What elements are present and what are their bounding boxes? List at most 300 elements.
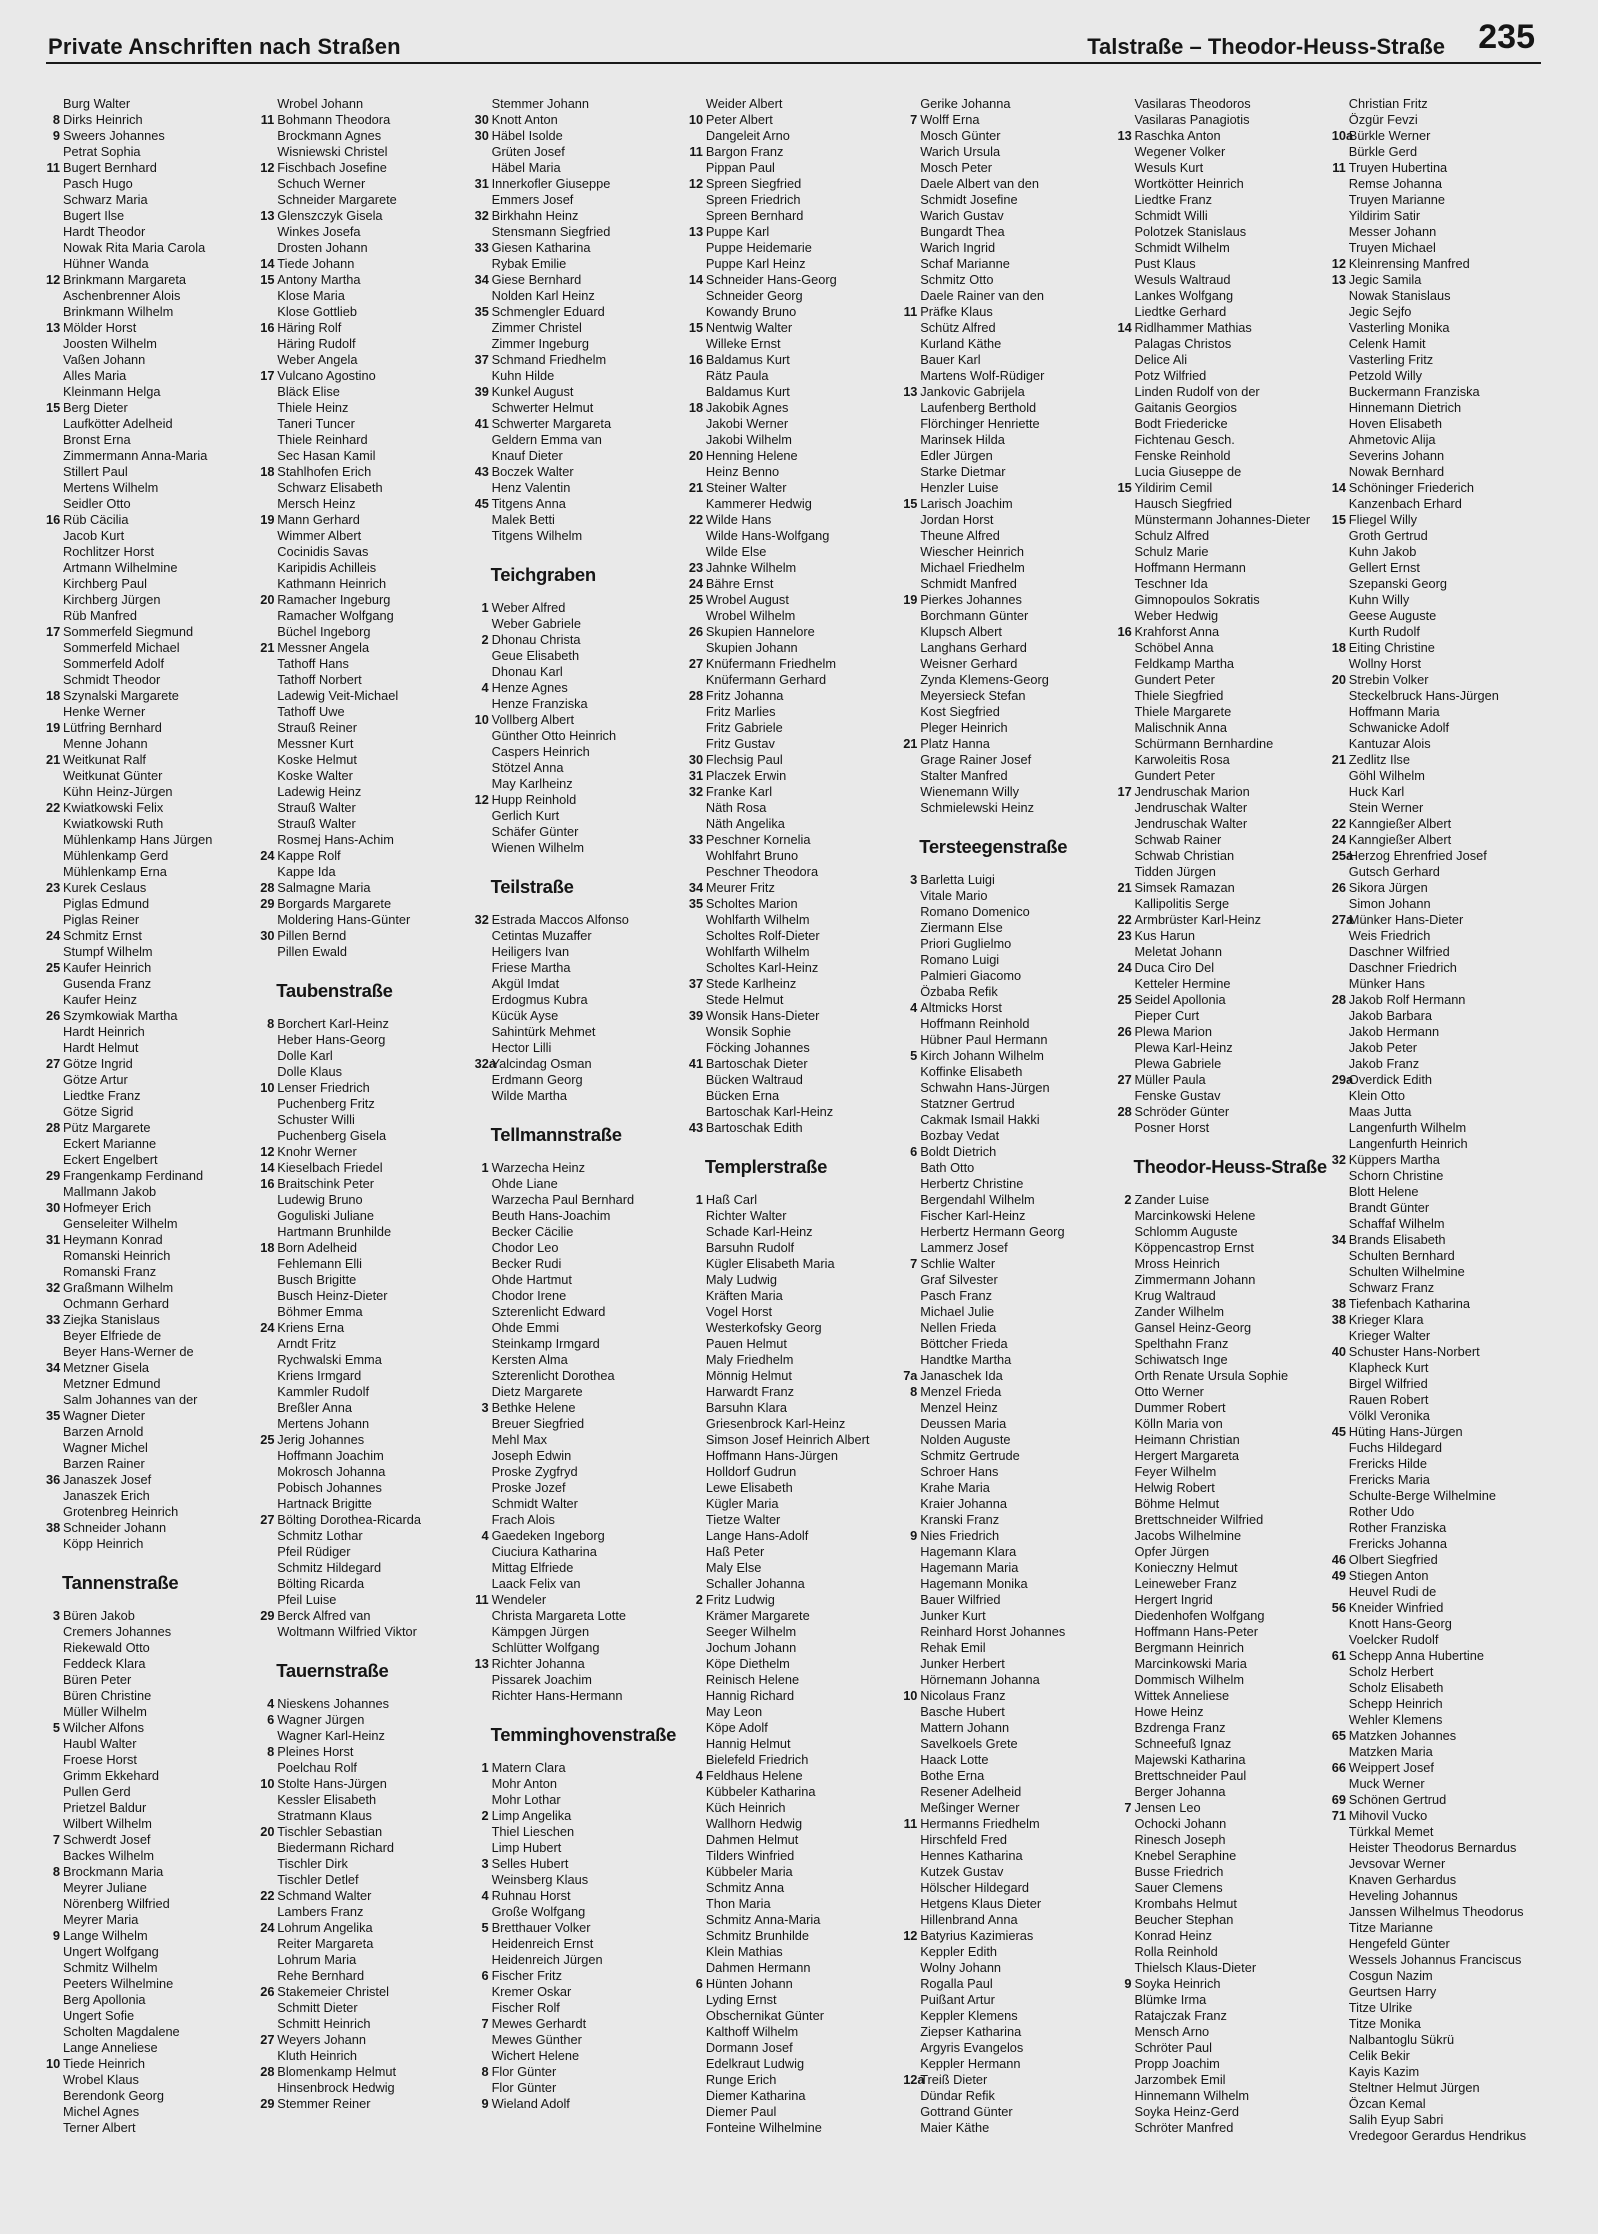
- resident-name: Knüfermann Gerhard: [705, 672, 827, 687]
- resident-name: Sauer Clemens: [1134, 1880, 1223, 1895]
- address-entry: [46, 1472, 260, 1488]
- resident-name: Karwoleitis Rosa: [1134, 752, 1230, 767]
- address-entry: [46, 2104, 260, 2120]
- resident-name: Burg Walter: [63, 96, 131, 111]
- address-entry: [475, 416, 689, 432]
- address-entry: [260, 640, 474, 656]
- resident-name: Michael Friedhelm: [920, 560, 1025, 575]
- address-entry: [46, 720, 260, 736]
- address-entry: [1117, 1072, 1331, 1088]
- resident-name: Stiegen Anton: [1348, 1568, 1429, 1583]
- address-entry: [475, 1888, 689, 1904]
- resident-name: Potz Wilfried: [1134, 368, 1207, 383]
- address-entry: [1117, 1784, 1331, 1800]
- address-entry: [46, 144, 260, 160]
- resident-name: Warich Ingrid: [920, 240, 996, 255]
- address-entry: [1332, 1232, 1546, 1248]
- address-entry: [260, 912, 474, 928]
- resident-name: Puppe Karl Heinz: [705, 256, 806, 271]
- address-entry: [260, 768, 474, 784]
- resident-name: Scholz Elisabeth: [1348, 1680, 1444, 1695]
- house-number: 34: [46, 1360, 61, 1375]
- house-number: 2: [1124, 1192, 1132, 1207]
- address-entry: [1117, 960, 1331, 976]
- address-entry: [475, 2000, 689, 2016]
- house-number: 24: [688, 576, 704, 591]
- house-number: 12: [260, 1144, 275, 1159]
- house-number: 3: [481, 1400, 489, 1415]
- street-heading: Temminghovenstraße: [490, 1724, 677, 1745]
- address-entry: [903, 1720, 1117, 1736]
- address-entry: [1117, 1544, 1331, 1560]
- address-entry: [1332, 2048, 1546, 2064]
- house-number: 10: [46, 2056, 61, 2071]
- address-entry: [1117, 480, 1331, 496]
- house-number: 1: [695, 1192, 703, 1207]
- address-entry: [903, 160, 1117, 176]
- address-entry: [689, 320, 903, 336]
- resident-name: Dhonau Karl: [491, 664, 563, 679]
- resident-name: Nieskens Johannes: [277, 1696, 389, 1711]
- resident-name: Schorn Christine: [1348, 1168, 1444, 1183]
- house-number: 18: [688, 400, 704, 415]
- address-entry: [689, 800, 903, 816]
- house-number: 12: [474, 792, 489, 807]
- address-entry: [1332, 656, 1546, 672]
- address-entry: [46, 1624, 260, 1640]
- house-number: 11: [46, 160, 60, 175]
- house-number: 61: [1331, 1648, 1347, 1663]
- address-entry: [260, 96, 474, 112]
- address-entry: [903, 1704, 1117, 1720]
- address-entry: [1117, 528, 1331, 544]
- address-entry: [260, 864, 474, 880]
- address-entry: [1117, 1608, 1331, 1624]
- address-entry: [689, 144, 903, 160]
- resident-name: Polotzek Stanislaus: [1134, 224, 1247, 239]
- page-header: [46, 16, 1541, 64]
- resident-name: Michel Agnes: [63, 2104, 140, 2119]
- address-entry: [689, 1848, 903, 1864]
- resident-name: Brinkmann Margareta: [63, 272, 187, 287]
- address-entry: [1117, 1432, 1331, 1448]
- house-number: 14: [260, 256, 275, 271]
- resident-name: Bethke Helene: [491, 1400, 576, 1415]
- address-entry: [1117, 432, 1331, 448]
- resident-name: Wagner Michel: [63, 1440, 148, 1455]
- resident-name: Münker Hans-Dieter: [1348, 912, 1464, 927]
- address-entry: [475, 432, 689, 448]
- address-entry: [475, 616, 689, 632]
- address-entry: [1117, 1848, 1331, 1864]
- resident-name: Selles Hubert: [491, 1856, 569, 1871]
- address-entry: [689, 1448, 903, 1464]
- house-number: 8: [481, 2064, 489, 2079]
- address-entry: [1117, 640, 1331, 656]
- resident-name: Hetgens Klaus Dieter: [920, 1896, 1042, 1911]
- address-entry: [1332, 384, 1546, 400]
- address-entry: [475, 976, 689, 992]
- resident-name: Spreen Bernhard: [705, 208, 804, 223]
- address-entry: [260, 1512, 474, 1528]
- address-entry: [46, 1024, 260, 1040]
- address-entry: [903, 752, 1117, 768]
- resident-name: Leineweber Franz: [1134, 1576, 1237, 1591]
- address-entry: [689, 512, 903, 528]
- resident-name: Wrobel Klaus: [63, 2072, 139, 2087]
- resident-name: Mühlenkamp Hans Jürgen: [63, 832, 213, 847]
- address-entry: [260, 1400, 474, 1416]
- address-entry: [475, 448, 689, 464]
- address-entry: [46, 2040, 260, 2056]
- address-entry: [1117, 752, 1331, 768]
- resident-name: Rogalla Paul: [920, 1976, 993, 1991]
- resident-name: Nies Friedrich: [920, 1528, 1000, 1543]
- resident-name: Limp Hubert: [491, 1840, 562, 1855]
- resident-name: Savelkoels Grete: [920, 1736, 1018, 1751]
- resident-name: Ungert Sofie: [63, 2008, 135, 2023]
- resident-name: Salm Johannes van der: [63, 1392, 198, 1407]
- address-entry: [903, 1688, 1117, 1704]
- resident-name: Yildirim Cemil: [1134, 480, 1213, 495]
- address-entry: [1117, 1976, 1331, 1992]
- address-entry: [689, 1384, 903, 1400]
- address-entry: [689, 656, 903, 672]
- resident-name: Celik Bekir: [1348, 2048, 1410, 2063]
- address-entry: [1117, 1864, 1331, 1880]
- resident-name: Marcinkowski Maria: [1134, 1656, 1247, 1671]
- address-entry: [260, 224, 474, 240]
- address-entry: [1332, 688, 1546, 704]
- address-entry: [260, 512, 474, 528]
- resident-name: Sec Hasan Kamil: [277, 448, 376, 463]
- address-entry: [260, 688, 474, 704]
- address-entry: [475, 1024, 689, 1040]
- address-entry: [903, 1976, 1117, 1992]
- resident-name: Wehler Klemens: [1348, 1712, 1443, 1727]
- resident-name: Brockmann Agnes: [277, 128, 382, 143]
- resident-name: Vasilaras Panagiotis: [1134, 112, 1250, 127]
- address-entry: [46, 1688, 260, 1704]
- address-entry: [475, 792, 689, 808]
- address-entry: [1117, 592, 1331, 608]
- house-number: 43: [688, 1120, 704, 1135]
- address-entry: [46, 1264, 260, 1280]
- resident-name: Kriens Irmgard: [277, 1368, 362, 1383]
- address-entry: [260, 1320, 474, 1336]
- address-entry: [1332, 1488, 1546, 1504]
- resident-name: Ohde Emmi: [491, 1320, 560, 1335]
- address-entry: [260, 608, 474, 624]
- address-entry: [1332, 1904, 1546, 1920]
- resident-name: Kirchberg Paul: [63, 576, 147, 591]
- address-entry: [1117, 1480, 1331, 1496]
- address-entry: [903, 1944, 1117, 1960]
- address-entry: [903, 1672, 1117, 1688]
- resident-name: Gaedeken Ingeborg: [491, 1528, 605, 1543]
- house-number: 18: [46, 688, 61, 703]
- house-number: 25: [46, 960, 61, 975]
- address-entry: [1117, 224, 1331, 240]
- house-number: 4: [481, 1528, 489, 1543]
- resident-name: Schulte-Berge Wilhelmine: [1348, 1488, 1497, 1503]
- resident-name: Schlütter Wolfgang: [491, 1640, 600, 1655]
- address-entry: [1117, 1040, 1331, 1056]
- address-entry: [46, 976, 260, 992]
- resident-name: Plewa Marion: [1134, 1024, 1213, 1039]
- house-number: 12: [903, 1928, 918, 1943]
- resident-name: Eckert Marianne: [63, 1136, 157, 1151]
- house-number: 14: [260, 1160, 275, 1175]
- resident-name: Stahlhofen Erich: [277, 464, 372, 479]
- address-entry: [475, 1952, 689, 1968]
- address-entry: [1117, 1720, 1331, 1736]
- resident-name: Spelthahn Franz: [1134, 1336, 1229, 1351]
- address-entry: [1117, 256, 1331, 272]
- resident-name: Palmieri Giacomo: [920, 968, 1022, 983]
- resident-name: Thielsch Klaus-Dieter: [1134, 1960, 1257, 1975]
- address-entry: [475, 1560, 689, 1576]
- address-entry: [260, 944, 474, 960]
- resident-name: Reiter Margareta: [277, 1936, 374, 1951]
- resident-name: Scholtes Marion: [705, 896, 798, 911]
- resident-name: Henzler Luise: [920, 480, 999, 495]
- resident-name: Gaitanis Georgios: [1134, 400, 1237, 415]
- address-entry: [260, 752, 474, 768]
- address-entry: [1117, 368, 1331, 384]
- resident-name: Wendeler: [491, 1592, 547, 1607]
- address-entry: [46, 1408, 260, 1424]
- resident-name: Lankes Wolfgang: [1134, 288, 1234, 303]
- house-number: 45: [1331, 1424, 1347, 1439]
- resident-name: Götze Ingrid: [63, 1056, 133, 1071]
- address-entry: [46, 112, 260, 128]
- address-entry: [1117, 1992, 1331, 2008]
- address-entry: [260, 1496, 474, 1512]
- directory-column: [260, 96, 474, 2216]
- address-entry: [46, 352, 260, 368]
- resident-name: Moldering Hans-Günter: [277, 912, 411, 927]
- resident-name: Wallhorn Hedwig: [705, 1816, 803, 1831]
- house-number: 30: [688, 752, 704, 767]
- resident-name: Wichert Helene: [491, 2048, 580, 2063]
- house-number: 46: [1331, 1552, 1347, 1567]
- resident-name: Gansel Heinz-Georg: [1134, 1320, 1252, 1335]
- house-number: 14: [688, 272, 704, 287]
- address-entry: [689, 256, 903, 272]
- address-entry: [475, 1608, 689, 1624]
- resident-name: Frericks Hilde: [1348, 1456, 1427, 1471]
- address-entry: [475, 944, 689, 960]
- house-number: 25: [1117, 992, 1132, 1007]
- address-entry: [1332, 1616, 1546, 1632]
- address-entry: [1117, 1304, 1331, 1320]
- resident-name: Schmitz Lothar: [277, 1528, 363, 1543]
- directory-column: [475, 96, 689, 2216]
- resident-name: Fenske Reinhold: [1134, 448, 1231, 463]
- resident-name: Wisniewski Christel: [277, 144, 388, 159]
- house-number: 11: [689, 144, 703, 159]
- house-number: 12: [46, 272, 61, 287]
- resident-name: Grotenbreg Heinrich: [63, 1504, 179, 1519]
- resident-name: Fritz Gustav: [705, 736, 775, 751]
- resident-name: Helwig Robert: [1134, 1480, 1215, 1495]
- resident-name: Peeters Wilhelmine: [63, 1976, 174, 1991]
- address-entry: [260, 736, 474, 752]
- house-number: 7a: [903, 1368, 918, 1383]
- address-entry: [46, 320, 260, 336]
- address-entry: [1117, 848, 1331, 864]
- house-number: 27: [260, 2032, 275, 2047]
- address-entry: [903, 512, 1117, 528]
- resident-name: Opfer Jürgen: [1134, 1544, 1210, 1559]
- house-number: 26: [1331, 880, 1347, 895]
- house-number: 32: [1331, 1152, 1347, 1167]
- address-entry: [903, 352, 1117, 368]
- address-entry: [689, 1896, 903, 1912]
- resident-name: Weisner Gerhard: [920, 656, 1018, 671]
- address-entry: [903, 528, 1117, 544]
- resident-name: Puißant Artur: [920, 1992, 995, 2007]
- address-entry: [689, 1560, 903, 1576]
- resident-name: Weinsberg Klaus: [491, 1872, 589, 1887]
- resident-name: Schaffaf Wilhelm: [1348, 1216, 1445, 1231]
- house-number: 27: [46, 1056, 61, 1071]
- resident-name: Romano Domenico: [920, 904, 1030, 919]
- address-entry: [260, 848, 474, 864]
- resident-name: Meßinger Werner: [920, 1800, 1020, 1815]
- address-entry: [903, 784, 1117, 800]
- address-entry: [260, 1760, 474, 1776]
- address-entry: [1332, 416, 1546, 432]
- address-entry: [475, 2016, 689, 2032]
- resident-name: Stalter Manfred: [920, 768, 1008, 783]
- resident-name: Jakobi Werner: [705, 416, 789, 431]
- address-entry: [1117, 1928, 1331, 1944]
- address-entry: [903, 1816, 1117, 1832]
- address-entry: [1117, 736, 1331, 752]
- resident-name: Puchenberg Gisela: [277, 1128, 387, 1143]
- resident-name: Schmitz Otto: [920, 272, 994, 287]
- resident-name: Kurek Ceslaus: [63, 880, 147, 895]
- address-entry: [46, 1912, 260, 1928]
- resident-name: Kappe Rolf: [277, 848, 341, 863]
- resident-name: Skupien Hannelore: [705, 624, 815, 639]
- address-entry: [1117, 1640, 1331, 1656]
- house-number: 22: [1331, 816, 1347, 831]
- address-entry: [46, 1040, 260, 1056]
- resident-name: Pillen Bernd: [277, 928, 347, 943]
- resident-name: Zimmer Christel: [491, 320, 582, 335]
- resident-name: Puppe Karl: [705, 224, 770, 239]
- resident-name: Dhonau Christa: [491, 632, 581, 647]
- resident-name: Diemer Paul: [705, 2104, 777, 2119]
- address-entry: [689, 608, 903, 624]
- resident-name: Schaller Johanna: [705, 1576, 805, 1591]
- resident-name: Schwanicke Adolf: [1348, 720, 1450, 735]
- house-number: 24: [1331, 832, 1347, 847]
- house-number: 5: [910, 1048, 918, 1063]
- house-number: 25a: [1331, 848, 1354, 863]
- resident-name: Tietze Walter: [705, 1512, 781, 1527]
- resident-name: Bartoschak Dieter: [705, 1056, 808, 1071]
- resident-name: Harwardt Franz: [705, 1384, 795, 1399]
- house-number: 21: [46, 752, 61, 767]
- address-entry: [1117, 784, 1331, 800]
- address-entry: [46, 608, 260, 624]
- resident-name: Kraier Johanna: [920, 1496, 1007, 1511]
- address-entry: [1117, 288, 1331, 304]
- address-entry: [475, 960, 689, 976]
- address-entry: [1117, 336, 1331, 352]
- resident-name: Müller Wilhelm: [63, 1704, 147, 1719]
- resident-name: Schwarz Maria: [63, 192, 148, 207]
- resident-name: Busch Brigitte: [277, 1272, 357, 1287]
- resident-name: Pieper Curt: [1134, 1008, 1200, 1023]
- address-entry: [1332, 848, 1546, 864]
- resident-name: Dormann Josef: [705, 2040, 793, 2055]
- address-entry: [689, 1976, 903, 1992]
- resident-name: Hoffmann Reinhold: [920, 1016, 1030, 1031]
- resident-name: Dommisch Wilhelm: [1134, 1672, 1244, 1687]
- resident-name: Ungert Wolfgang: [63, 1944, 159, 1959]
- resident-name: Szterenlicht Edward: [491, 1304, 606, 1319]
- address-entry: [260, 1904, 474, 1920]
- resident-name: Rüb Manfred: [63, 608, 137, 623]
- address-entry: [1117, 624, 1331, 640]
- resident-name: Schmengler Eduard: [491, 304, 605, 319]
- resident-name: Erdogmus Kubra: [491, 992, 588, 1007]
- resident-name: Prietzel Baldur: [63, 1800, 147, 1815]
- resident-name: Franke Karl: [705, 784, 773, 799]
- resident-name: Münker Hans: [1348, 976, 1425, 991]
- resident-name: Bodt Friedericke: [1134, 416, 1228, 431]
- resident-name: Feddeck Klara: [63, 1656, 146, 1671]
- resident-name: Priori Guglielmo: [920, 936, 1012, 951]
- address-entry: [46, 1280, 260, 1296]
- resident-name: Kowandy Bruno: [705, 304, 797, 319]
- resident-name: Jevsovar Werner: [1348, 1856, 1446, 1871]
- address-entry: [260, 1744, 474, 1760]
- address-entry: [903, 336, 1117, 352]
- resident-name: Tathoff Uwe: [277, 704, 345, 719]
- street-heading: Tannenstraße: [62, 1572, 179, 1593]
- resident-name: Wiescher Heinrich: [920, 544, 1025, 559]
- resident-name: Limp Angelika: [491, 1808, 572, 1823]
- address-entry: [903, 608, 1117, 624]
- house-number: 25: [688, 592, 704, 607]
- resident-name: Borgards Margarete: [277, 896, 392, 911]
- address-entry: [475, 680, 689, 696]
- address-entry: [475, 1288, 689, 1304]
- resident-name: Haß Carl: [705, 1192, 758, 1207]
- resident-name: Nalbantoglu Sükrü: [1348, 2032, 1455, 2047]
- address-entry: [260, 128, 474, 144]
- address-entry: [46, 1456, 260, 1472]
- resident-name: Mönnig Helmut: [705, 1368, 792, 1383]
- resident-name: Schütz Alfred: [920, 320, 996, 335]
- address-entry: [689, 1928, 903, 1944]
- resident-name: Mühlenkamp Erna: [63, 864, 167, 879]
- street-heading: Templerstraße: [704, 1156, 828, 1177]
- address-entry: [903, 1496, 1117, 1512]
- resident-name: Peter Albert: [705, 112, 773, 127]
- house-number: 13: [1117, 128, 1132, 143]
- address-entry: [1332, 240, 1546, 256]
- address-entry: [46, 432, 260, 448]
- address-entry: [46, 1704, 260, 1720]
- house-number: 35: [688, 896, 704, 911]
